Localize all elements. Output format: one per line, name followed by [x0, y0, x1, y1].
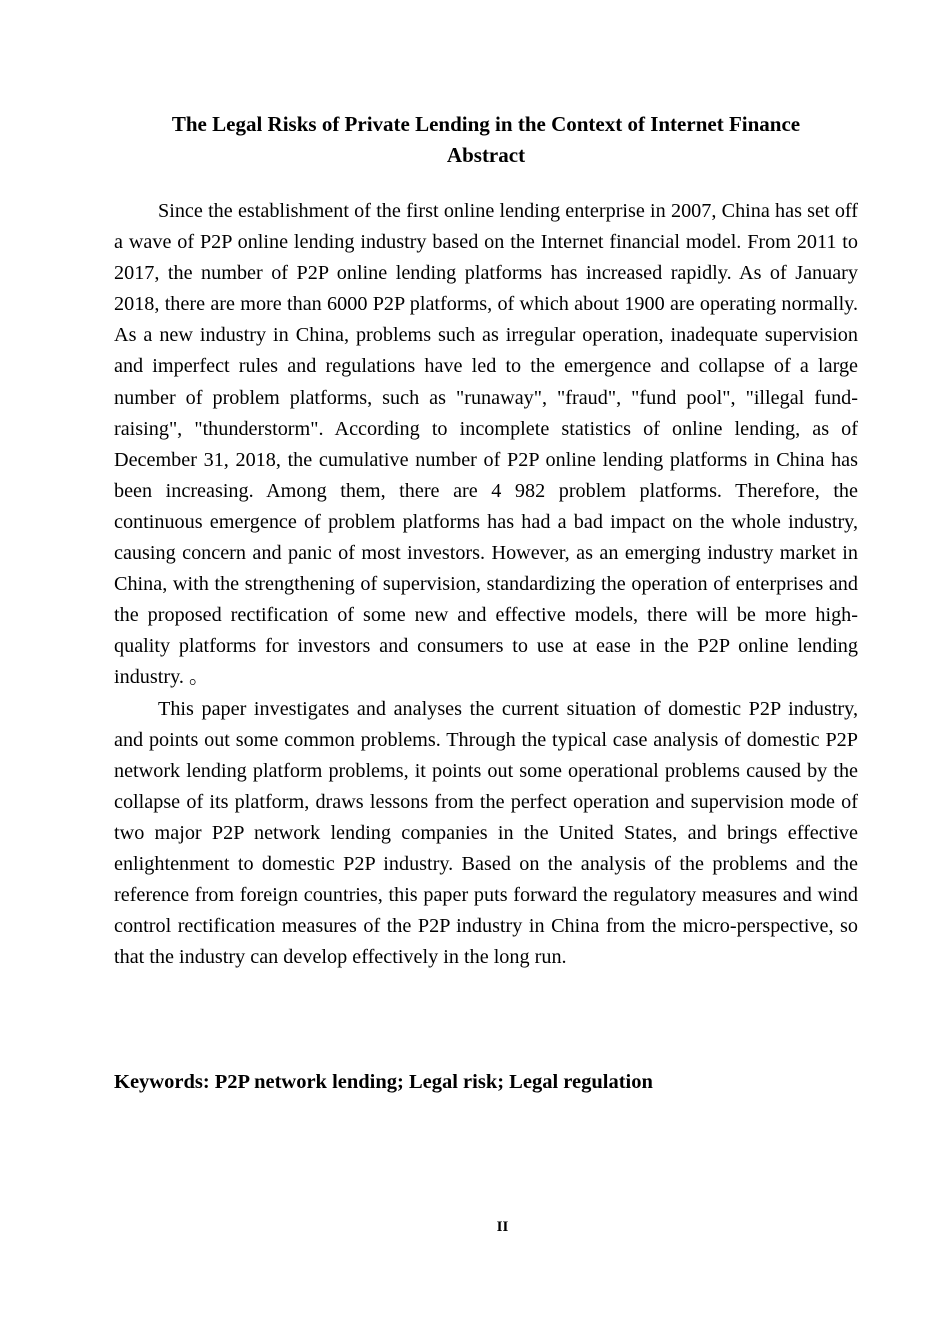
abstract-paragraph-1: Since the establishment of the first online lending enterprise in 2007, China has set off a wave of P2P online lending industry based on the Internet financial model. From 2011 to 2017, the number of P2P online lending platforms has increased rapidly. As of January 2018, there are more than 6000 P2P platforms, of which about 1900 are operating normally. As a new industry in China, problems such as irregular operation, inadequate supervision and imperfect rules and regulations have led to the emergence and collapse of a large number of problem platforms, such as "runaway", "fraud", "fund pool", "illegal fund-raising", "thunderstorm". According to incomplete statistics of online lending, as of December 31, 2018, the cumulative number of P2P online lending platforms in China has been increasing. Among them, there are 4 982 problem platforms. Therefore, the continuous emergence of problem platforms has had a bad impact on the whole industry, causing concern and panic of most investors. However, as an emerging industry market in China, with the strengthening of supervision, standardizing the operation of enterprises and the proposed rectification of some new and effective models, there will be more high-quality platforms for investors and consumers to use at ease in the P2P online lending industry. 。	[114, 200, 858, 689]
abstract-body	[114, 196, 858, 973]
page-number: II	[496, 1219, 509, 1235]
abstract-heading: Abstract	[446, 143, 526, 167]
abstract-paragraph-2: This paper investigates and analyses the current situation of domestic P2P industry, and points out some common problems. Through the typical case analysis of domestic P2P network lending platform problems, it points out some operational problems caused by the collapse of its platform, draws lessons from the perfect operation and supervision mode of two major P2P network lending companies in the United States, and brings effective enlightenment to domestic P2P industry. Based on the analysis of the problems and the reference from foreign countries, this paper puts forward the regulatory measures and wind control rectification measures of the P2P industry in China from the micro-perspective, so that the industry can develop effectively in the long run.	[114, 697, 858, 969]
paper-title: The Legal Risks of Private Lending in the Context of Internet Finance	[171, 112, 801, 136]
keywords-line: Keywords: P2P network lending; Legal risk; Legal regulation	[114, 1071, 653, 1093]
